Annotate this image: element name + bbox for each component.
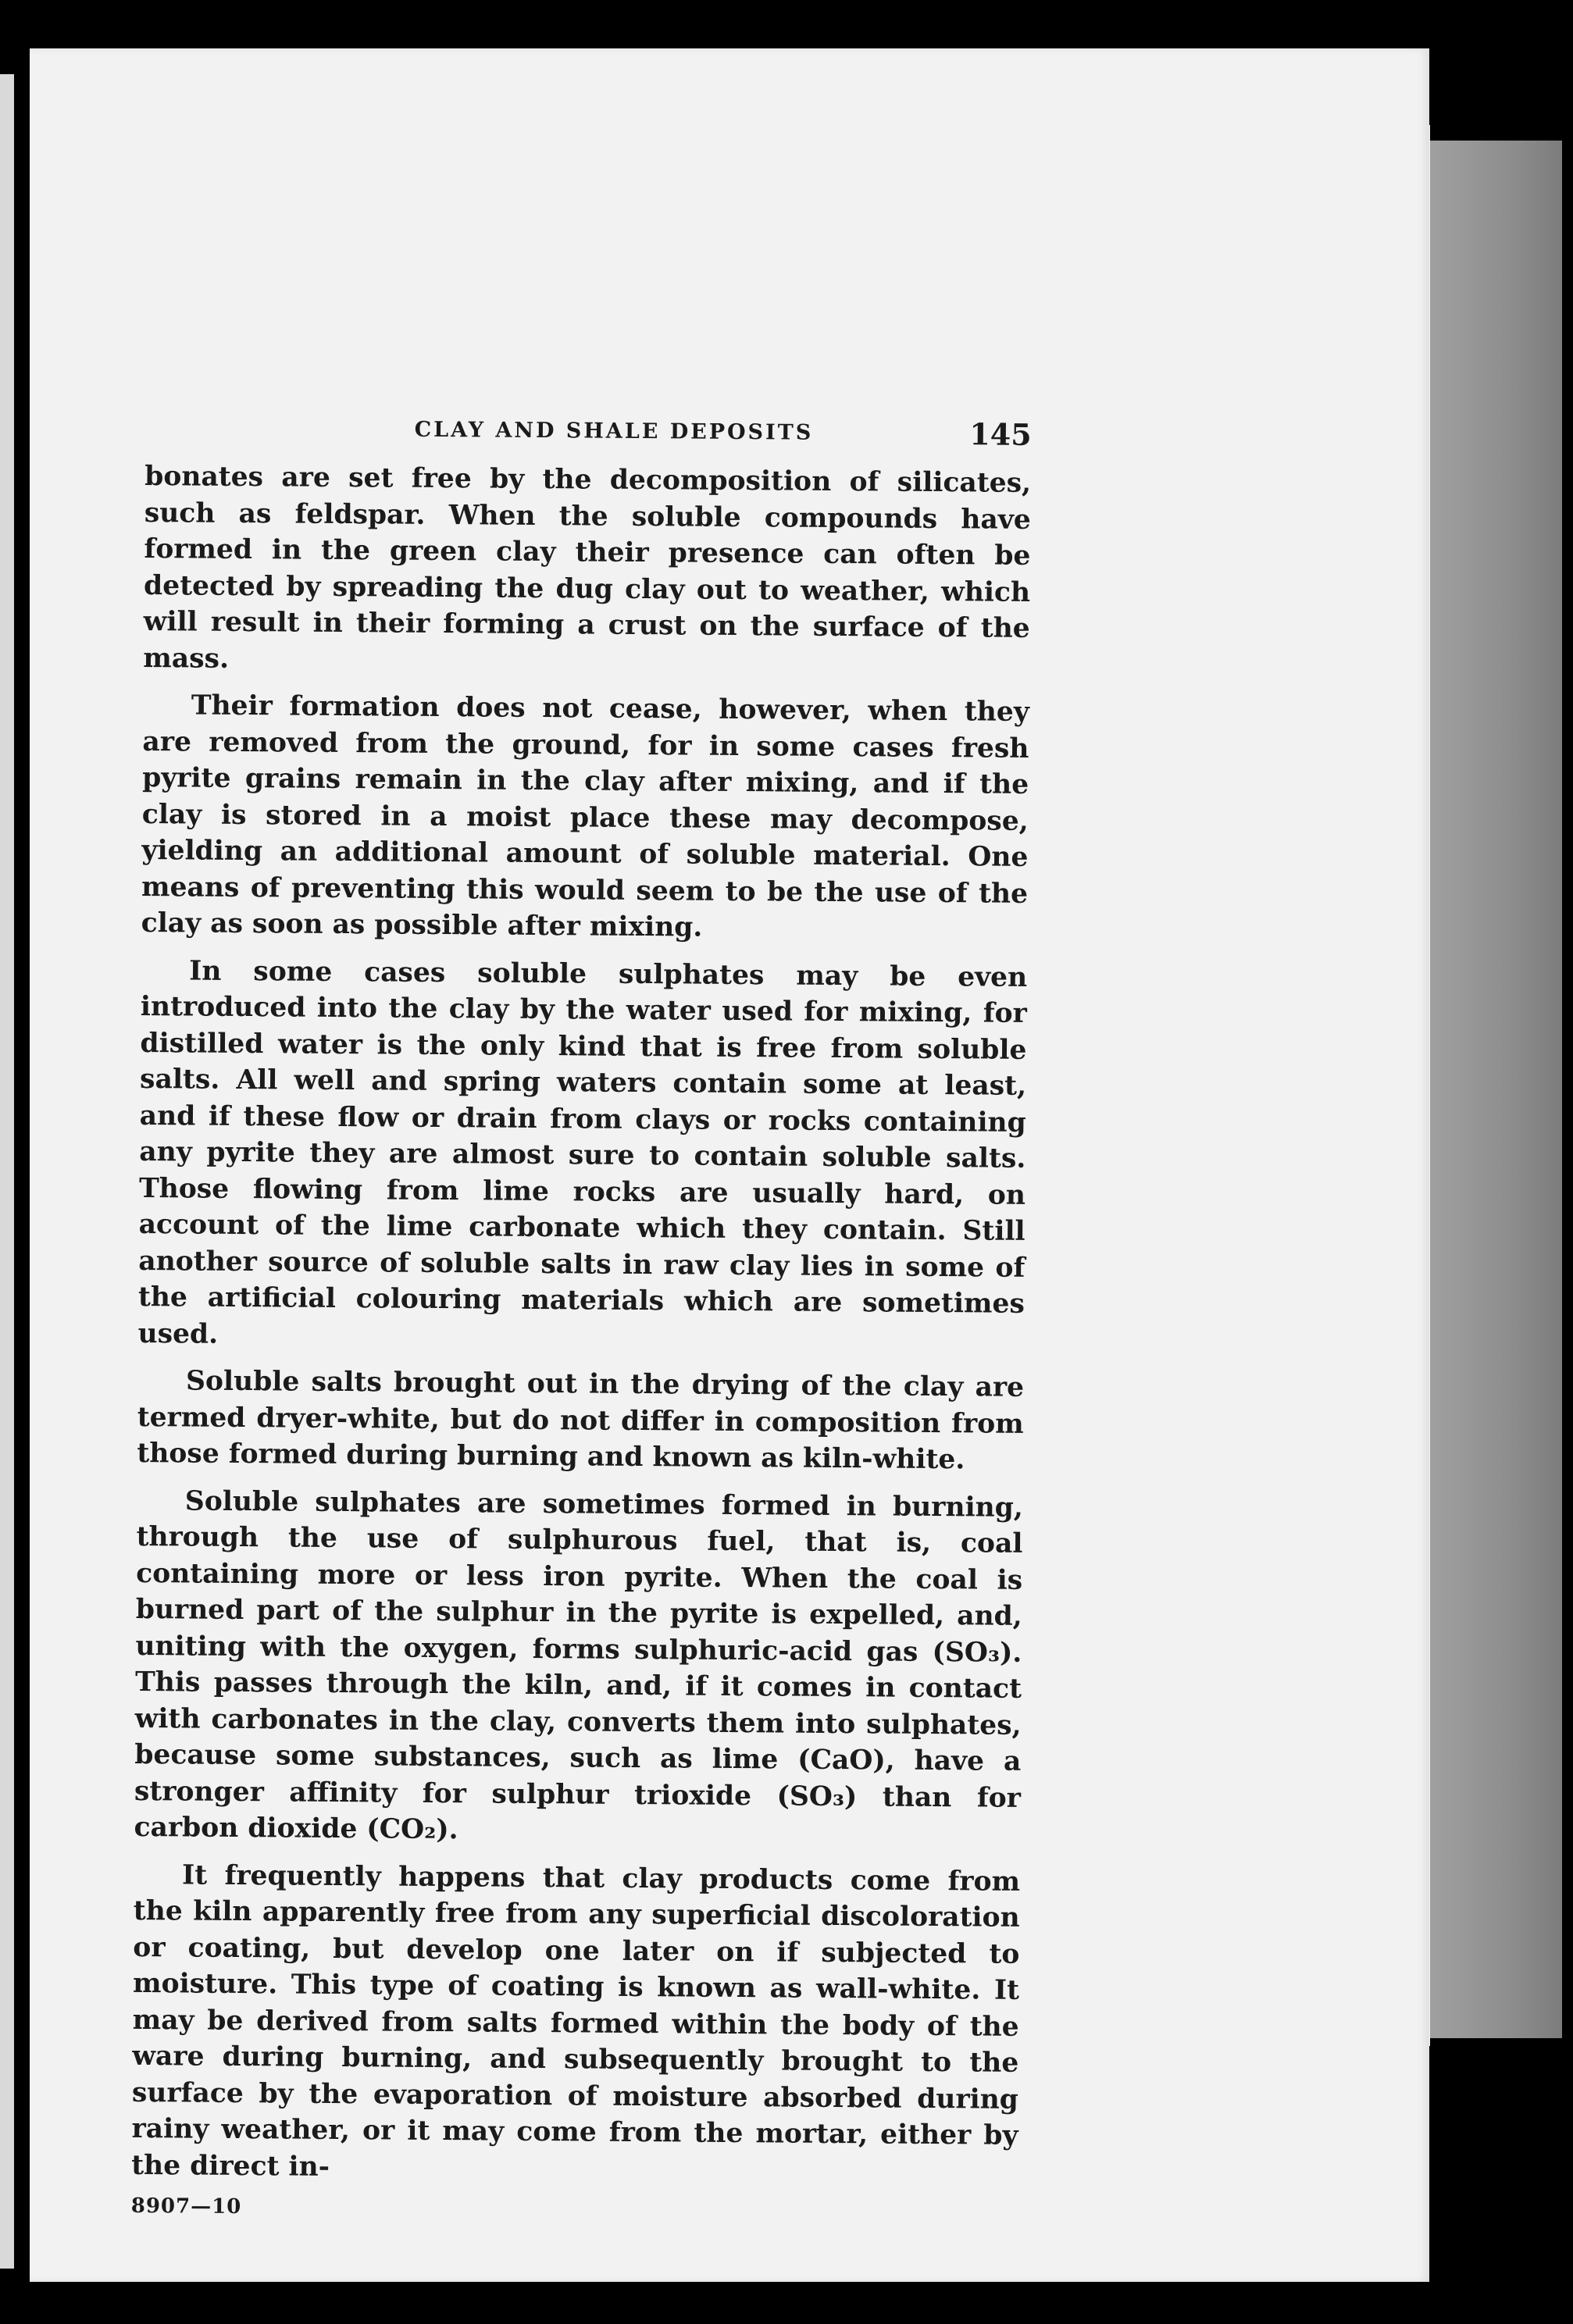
text-block	[131, 396, 1032, 2225]
running-head-title: CLAY AND SHALE DEPOSITS	[414, 417, 814, 445]
paragraph-3: In some cases soluble sulphates may be even introduced into the clay by the water used for mixing, for distilled water is the only kind that is free from soluble salts. All well and spring waters contain some at least, and if these flow or drain from clays or rocks containing any pyrite they are almost sure to contain soluble salts. Those flowing from lime rocks are usually hard, on account of the lime carbonate which they contain. Still another source of soluble salts in raw clay lies in some of the artificial colouring materials which are sometimes used.	[137, 954, 1028, 1350]
paragraph-5: Soluble sulphates are sometimes formed in burning, through the use of sulphurous fuel, that is, coal containing more or less iron pyrite. When the coal is burned part of the sulphur in the pyrite is expelled, and, uniting with the oxygen, forms sulphuric-acid gas (SO₃). This passes through the kiln, and, if it comes in contact with carbonates in the clay, converts them into sulphates, because some substances, such as lime (CaO), have a stronger affinity for sulphur trioxide (SO₃) than for carbon dioxide (CO₂).	[134, 1485, 1024, 1846]
paragraph-2: Their formation does not cease, however, when they are removed from the ground, for in some cases fresh pyrite grains remain in the clay after mixing, and if the clay is stored in a moist place these may decompose, yielding an additional amount of soluble material. One means of preventing this would seem to be the use of the clay as soon as possible after mixing.	[141, 690, 1030, 943]
book-page	[30, 48, 1429, 2282]
paragraph-1: bonates are set free by the decomposition of silicates, such as feldspar. When the soluble compounds have formed in the green clay their presence can often be detected by spreading the dug clay out to weather, which will result in their forming a crust on the surface of the mass.	[143, 460, 1032, 675]
running-head	[144, 396, 1032, 465]
page-number: 145	[969, 416, 1032, 452]
paragraph-4: Soluble salts brought out in the drying of the clay are termed dryer-white, but do not differ in composition from those formed during burning and known as kiln-white.	[137, 1365, 1025, 1476]
paragraph-6: It frequently happens that clay products come from the kiln apparently free from any superficial discoloration or coating, but develop one later on if subjected to moisture. This type of coating is known as wall-white. It may be derived from salts formed within the body of the ware during burning, and subsequently brought to the surface by the evaporation of moisture absorbed during rainy weather, or it may come from the mortar, either by the direct in-	[131, 1859, 1021, 2183]
left-page-edge	[0, 74, 14, 2269]
signature-mark: 8907—10	[130, 2194, 242, 2219]
